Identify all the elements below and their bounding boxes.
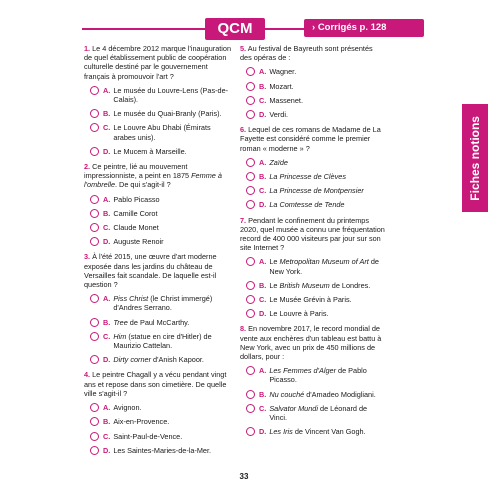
radio-button[interactable]: [90, 86, 99, 95]
radio-button[interactable]: [246, 295, 255, 304]
option-8d[interactable]: D. Les Iris de Vincent Van Gogh.: [240, 427, 386, 436]
side-tab[interactable]: [462, 104, 488, 212]
question-text: 7. Pendant le confinement du printemps 2020, quel musée a connu une fréquentation record de 400 000 visiteurs par jour sur son site Internet ?: [240, 215, 385, 253]
radio-button[interactable]: [90, 355, 99, 364]
corriges-link[interactable]: › Corrigés p. 128: [304, 19, 424, 37]
option-6a[interactable]: A. Zaïde: [240, 158, 386, 167]
radio-button[interactable]: [246, 82, 255, 91]
radio-button[interactable]: [90, 147, 99, 156]
radio-button[interactable]: [90, 446, 99, 455]
option-4c[interactable]: C. Saint-Paul-de-Vence.: [84, 432, 234, 441]
radio-button[interactable]: [246, 110, 255, 119]
option-1d[interactable]: D. Le Mucem à Marseille.: [84, 147, 234, 156]
question-7: [240, 216, 386, 319]
option-6c[interactable]: C. La Princesse de Montpensier: [240, 186, 386, 195]
option-7b[interactable]: B. Le British Museum de Londres.: [240, 281, 386, 290]
radio-button[interactable]: [90, 294, 99, 303]
question-6: [240, 125, 386, 209]
option-7a[interactable]: A. Le Metropolitan Museum of Art de New York.: [240, 257, 386, 275]
radio-button[interactable]: [90, 432, 99, 441]
option-5c[interactable]: C. Massenet.: [240, 96, 386, 105]
radio-button[interactable]: [90, 237, 99, 246]
question-5: [240, 44, 386, 119]
option-2a[interactable]: A. Pablo Picasso: [84, 195, 234, 204]
option-1c[interactable]: C. Le Louvre Abu Dhabi (Émirats arabes unis).: [84, 123, 234, 141]
option-4d[interactable]: D. Les Saintes-Maries-de-la-Mer.: [84, 446, 234, 455]
option-3c[interactable]: C. Him (statue en cire d'Hitler) de Maurizio Cattelan.: [84, 332, 234, 350]
question-4: [84, 370, 234, 454]
question-text: 2. Ce peintre, lié au mouvement impressionniste, a peint en 1875 Femme à l'ombrelle. De qui s'agit-il ?: [84, 162, 222, 190]
option-1b[interactable]: B. Le musée du Quai-Branly (Paris).: [84, 109, 234, 118]
option-8b[interactable]: B. Nu couché d'Amadeo Modigliani.: [240, 390, 386, 399]
radio-button[interactable]: [90, 109, 99, 118]
option-4b[interactable]: B. Aix-en-Provence.: [84, 417, 234, 426]
option-4a[interactable]: A. Avignon.: [84, 403, 234, 412]
radio-button[interactable]: [90, 417, 99, 426]
option-3a[interactable]: A. Piss Christ (le Christ immergé) d'Andres Serrano.: [84, 294, 234, 312]
radio-button[interactable]: [90, 123, 99, 132]
option-6d[interactable]: D. La Comtesse de Tende: [240, 200, 386, 209]
side-tab-label: Fiches notions: [468, 115, 482, 201]
option-5d[interactable]: D. Verdi.: [240, 110, 386, 119]
question-text: 6. Lequel de ces romans de Madame de La Fayette est considéré comme le premier roman « moderne » ?: [240, 125, 381, 153]
option-6b[interactable]: B. La Princesse de Clèves: [240, 172, 386, 181]
option-8c[interactable]: C. Salvator Mundi de Léonard de Vinci.: [240, 404, 386, 422]
question-8: [240, 324, 386, 436]
question-text: 5. Au festival de Bayreuth sont présentés des opéras de :: [240, 44, 373, 63]
radio-button[interactable]: [90, 403, 99, 412]
option-2d[interactable]: D. Auguste Renoir: [84, 237, 234, 246]
option-7c[interactable]: C. Le Musée Grévin à Paris.: [240, 295, 386, 304]
question-1: [84, 44, 234, 156]
radio-button[interactable]: [246, 158, 255, 167]
page-header: [0, 14, 488, 42]
radio-button[interactable]: [246, 427, 255, 436]
radio-button[interactable]: [90, 195, 99, 204]
radio-button[interactable]: [90, 332, 99, 341]
radio-button[interactable]: [246, 67, 255, 76]
left-column: [84, 44, 234, 461]
radio-button[interactable]: [246, 309, 255, 318]
radio-button[interactable]: [246, 257, 255, 266]
corriges-label: Corrigés p. 128: [317, 22, 387, 33]
radio-button[interactable]: [246, 366, 255, 375]
page-title: QCM: [205, 18, 265, 40]
right-column: [240, 44, 386, 443]
question-2: [84, 162, 234, 246]
option-3b[interactable]: B. Tree de Paul McCarthy.: [84, 318, 234, 327]
radio-button[interactable]: [246, 281, 255, 290]
radio-button[interactable]: [246, 96, 255, 105]
question-text: 8. En novembre 2017, le record mondial de vente aux enchères d'un tableau est battu à New York, avec un prix de 450 millions de dollars, pour :: [240, 324, 382, 362]
question-3: [84, 252, 234, 364]
radio-button[interactable]: [246, 172, 255, 181]
question-text: 1. Le 4 décembre 2012 marque l'inauguration de quel établissement public de coopération culturelle destiné par le gouvernement français à promouvoir l'art ?: [84, 44, 232, 81]
radio-button[interactable]: [90, 209, 99, 218]
option-1a[interactable]: A. Le musée du Louvre-Lens (Pas-de-Calais).: [84, 86, 234, 104]
option-8a[interactable]: A. Les Femmes d'Alger de Pablo Picasso.: [240, 366, 386, 384]
radio-button[interactable]: [90, 223, 99, 232]
option-2c[interactable]: C. Claude Monet: [84, 223, 234, 232]
question-text: 3. À l'été 2015, une œuvre d'art moderne exposée dans les jardins du château de Versailles fait scandale. De laquelle est-il question ?: [84, 252, 217, 290]
question-text: 4. Le peintre Chagall y a vécu pendant vingt ans et repose dans son cimetière. De quelle ville s'agit-il ?: [84, 370, 227, 398]
page-number: 33: [239, 472, 249, 481]
radio-button[interactable]: [246, 390, 255, 399]
radio-button[interactable]: [246, 200, 255, 209]
option-3d[interactable]: D. Dirty corner d'Anish Kapoor.: [84, 355, 234, 364]
radio-button[interactable]: [90, 318, 99, 327]
option-7d[interactable]: D. Le Louvre à Paris.: [240, 309, 386, 318]
radio-button[interactable]: [246, 404, 255, 413]
option-5b[interactable]: B. Mozart.: [240, 82, 386, 91]
option-2b[interactable]: B. Camille Corot: [84, 209, 234, 218]
option-5a[interactable]: A. Wagner.: [240, 67, 386, 76]
radio-button[interactable]: [246, 186, 255, 195]
